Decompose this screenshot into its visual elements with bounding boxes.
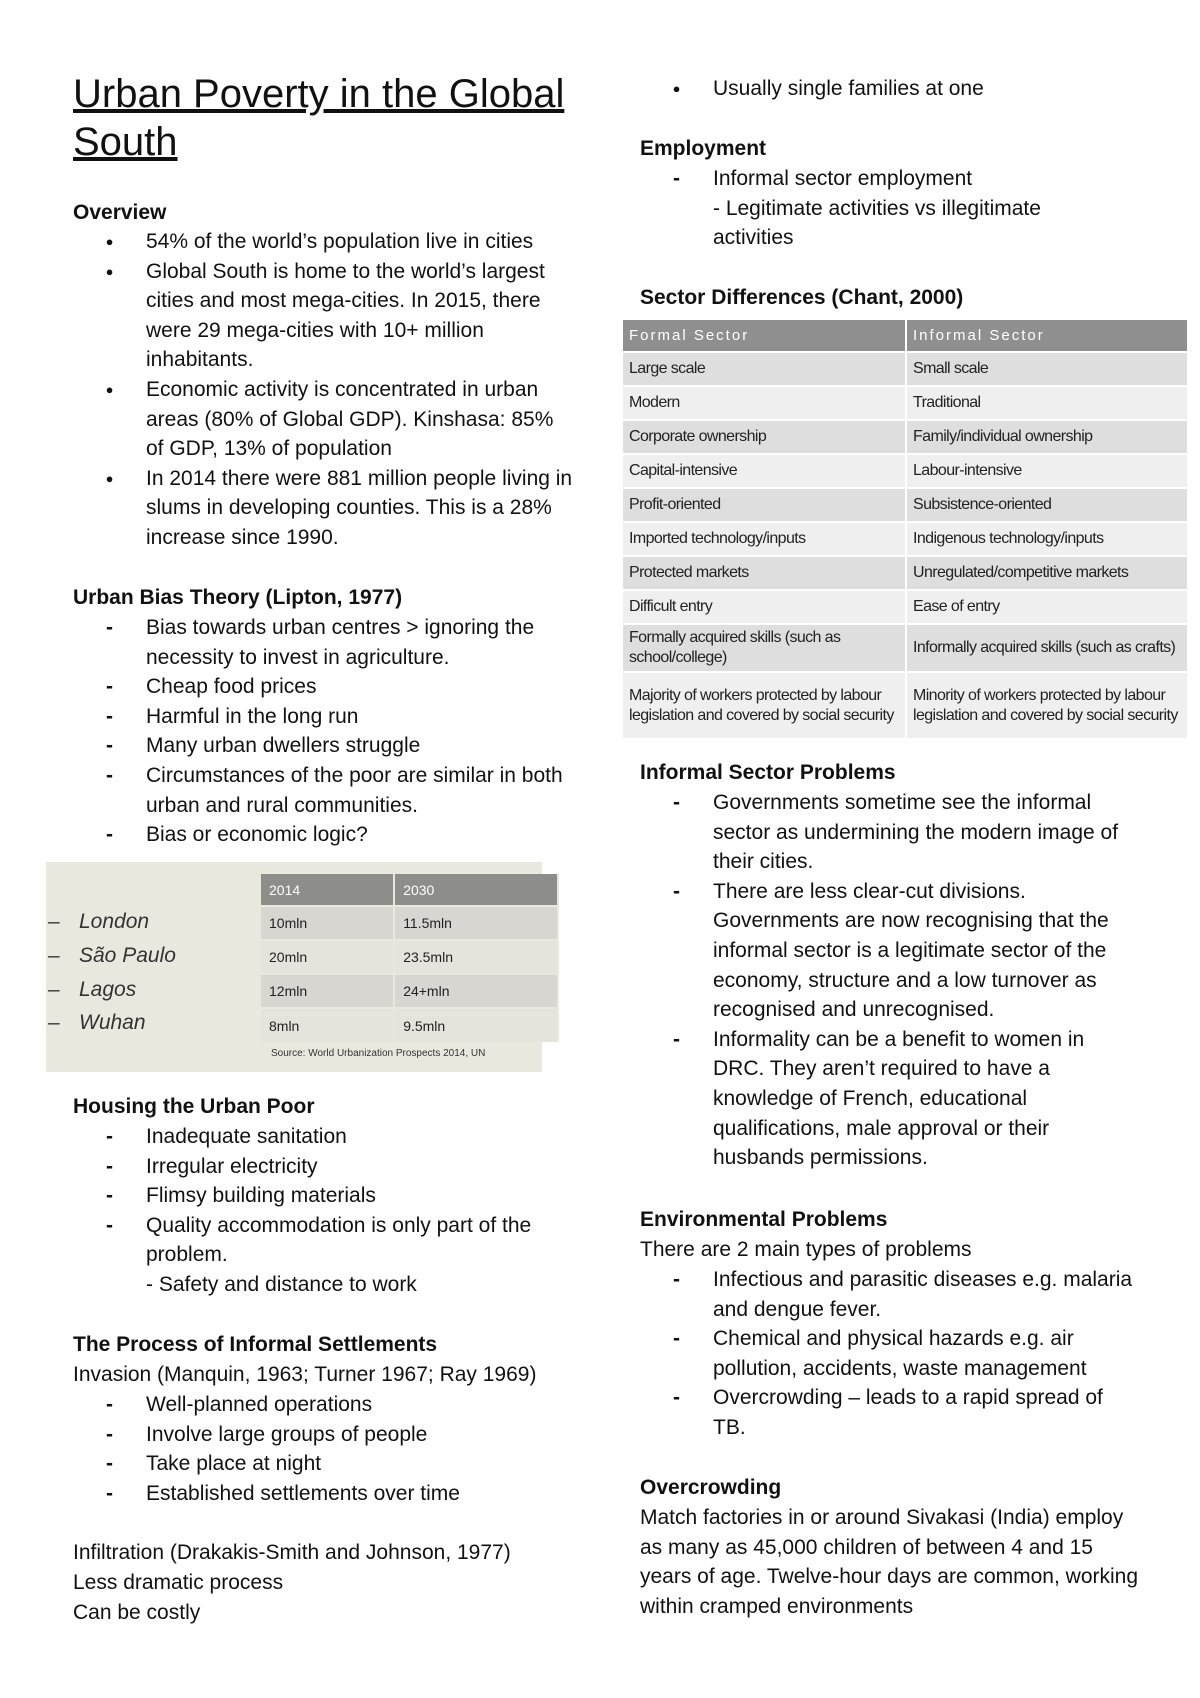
list-item: - Quality accommodation is only part of the problem. - Safety and distance to work bbox=[73, 1211, 573, 1300]
environment-list bbox=[640, 1265, 1140, 1443]
employment-heading: Employment bbox=[640, 137, 767, 160]
table-cell: Subsistence-oriented bbox=[906, 488, 1188, 522]
employment-list bbox=[640, 164, 1100, 253]
table-cell: Ease of entry bbox=[906, 590, 1188, 624]
overview-list bbox=[73, 227, 573, 553]
list-item: ● 54% of the world’s population live in cities bbox=[73, 227, 573, 257]
list-item: - Inadequate sanitation bbox=[73, 1122, 573, 1152]
list-item: - Governments sometime see the informal sector as undermining the modern image of their cities. bbox=[640, 788, 1140, 877]
list-item: - Cheap food prices bbox=[73, 672, 573, 702]
table-cell: Imported technology/inputs bbox=[623, 522, 906, 556]
table-row bbox=[623, 352, 1188, 386]
city-name: – Lagos bbox=[48, 978, 137, 1001]
environment-heading: Environmental Problems bbox=[640, 1208, 888, 1231]
table-cell: 24+mln bbox=[394, 974, 558, 1008]
housing-subline: - Safety and distance to work bbox=[146, 1272, 417, 1296]
list-item: ● In 2014 there were 881 million people living in slums in developing counties. This is a 28% increase since 1990. bbox=[73, 464, 573, 553]
list-item: - Informality can be a benefit to women in DRC. They aren’t required to have a knowledge of French, educational qualifications, male approval or their husbands permissions. bbox=[640, 1025, 1140, 1173]
table-cell: Majority of workers protected by labour legislation and covered by social security bbox=[623, 672, 906, 738]
list-item: - Harmful in the long run bbox=[73, 702, 573, 732]
table-cell: Traditional bbox=[906, 386, 1188, 420]
table-row bbox=[623, 386, 1188, 420]
informal-problems-heading: Informal Sector Problems bbox=[640, 761, 896, 784]
table-cell: Minority of workers protected by labour legislation and covered by social security bbox=[906, 672, 1188, 738]
list-item: - Flimsy building materials bbox=[73, 1181, 573, 1211]
table-row bbox=[623, 590, 1188, 624]
table-cell: Capital-intensive bbox=[623, 454, 906, 488]
table-cell: Indigenous technology/inputs bbox=[906, 522, 1188, 556]
informal-problems-list bbox=[640, 788, 1140, 1173]
informal-process-heading: The Process of Informal Settlements bbox=[73, 1333, 438, 1356]
list-item: - Overcrowding – leads to a rapid spread of TB. bbox=[640, 1383, 1140, 1442]
list-item: - Irregular electricity bbox=[73, 1152, 573, 1182]
housing-list bbox=[73, 1122, 573, 1300]
table-row bbox=[261, 1008, 558, 1042]
table-cell: Modern bbox=[623, 386, 906, 420]
overcrowding-text: Match factories in or around Sivakasi (India) employ as many as 45,000 children of between 4 and 15 years of age. Twelve-hour days are common, working within cramped environments bbox=[640, 1506, 1139, 1618]
column-header: Informal Sector bbox=[906, 320, 1188, 352]
employment-subline: - Legitimate activities vs illegitimate activities bbox=[713, 196, 1041, 250]
table-cell: Labour-intensive bbox=[906, 454, 1188, 488]
table-row bbox=[623, 556, 1188, 590]
table-cell: Informally acquired skills (such as crafts) bbox=[906, 624, 1188, 672]
list-item: - Chemical and physical hazards e.g. air pollution, accidents, waste management bbox=[640, 1324, 1140, 1383]
table-cell: Unregulated/competitive markets bbox=[906, 556, 1188, 590]
table-cell: 20mln bbox=[261, 940, 394, 974]
table-row bbox=[623, 420, 1188, 454]
table-cell: Profit-oriented bbox=[623, 488, 906, 522]
urban-bias-list bbox=[73, 613, 573, 850]
list-item: - Involve large groups of people bbox=[73, 1420, 573, 1450]
city-name: – Wuhan bbox=[48, 1011, 146, 1034]
table-row bbox=[623, 624, 1188, 672]
figure-source: Source: World Urbanization Prospects 2014, UN bbox=[271, 1048, 486, 1059]
list-item: - Bias or economic logic? bbox=[73, 820, 573, 850]
table-row bbox=[261, 906, 558, 940]
invasion-list bbox=[73, 1390, 573, 1508]
list-item: ● Economic activity is concentrated in urban areas (80% of Global GDP). Kinshasa: 85% of GDP, 13% of population bbox=[73, 375, 573, 464]
table-cell: 11.5mln bbox=[394, 906, 558, 940]
city-name: – São Paulo bbox=[48, 944, 176, 967]
table-row bbox=[623, 488, 1188, 522]
table-cell: 9.5mln bbox=[394, 1008, 558, 1042]
table-cell: 12mln bbox=[261, 974, 394, 1008]
list-item: - Informal sector employment - Legitimate activities vs illegitimate activities bbox=[640, 164, 1100, 253]
urban-bias-heading: Urban Bias Theory (Lipton, 1977) bbox=[73, 586, 403, 609]
city-population-table bbox=[261, 874, 559, 1042]
invasion-intro: Invasion (Manquin, 1963; Turner 1967; Ray 1969) bbox=[73, 1363, 537, 1386]
document-title: Urban Poverty in the Global South bbox=[73, 72, 565, 164]
list-item: - Well-planned operations bbox=[73, 1390, 573, 1420]
table-cell: Corporate ownership bbox=[623, 420, 906, 454]
overview-heading: Overview bbox=[73, 201, 167, 224]
table-cell: Small scale bbox=[906, 352, 1188, 386]
city-name: – London bbox=[48, 910, 150, 933]
list-item: - Established settlements over time bbox=[73, 1479, 573, 1509]
list-item: - Many urban dwellers struggle bbox=[73, 731, 573, 761]
top-right-list bbox=[640, 74, 1180, 104]
list-item: - Infectious and parasitic diseases e.g. malaria and dengue fever. bbox=[640, 1265, 1140, 1324]
table-cell: Protected markets bbox=[623, 556, 906, 590]
table-cell: Family/individual ownership bbox=[906, 420, 1188, 454]
table-cell: Difficult entry bbox=[623, 590, 906, 624]
infiltration-line: Can be costly bbox=[73, 1601, 201, 1624]
column-header: 2014 bbox=[261, 874, 394, 906]
list-item: - There are less clear-cut divisions. Governments are now recognising that the informal sector is a legitimate sector of the economy, structure and a low turnover as recognised and unrecognised. bbox=[640, 877, 1140, 1025]
table-cell: Large scale bbox=[623, 352, 906, 386]
column-header: 2030 bbox=[394, 874, 558, 906]
city-population-figure bbox=[46, 862, 542, 1072]
table-cell: 8mln bbox=[261, 1008, 394, 1042]
environment-intro: There are 2 main types of problems bbox=[640, 1238, 972, 1261]
table-row bbox=[623, 522, 1188, 556]
sector-differences-table bbox=[623, 320, 1189, 738]
table-cell: Formally acquired skills (such as school/college) bbox=[623, 624, 906, 672]
list-item: - Take place at night bbox=[73, 1449, 573, 1479]
table-row bbox=[623, 454, 1188, 488]
list-item: ● Global South is home to the world’s largest cities and most mega-cities. In 2015, there were 29 mega-cities with 10+ million inhabitants. bbox=[73, 257, 573, 375]
overcrowding-heading: Overcrowding bbox=[640, 1476, 782, 1499]
infiltration-line: Infiltration (Drakakis-Smith and Johnson, 1977) bbox=[73, 1541, 511, 1564]
table-row bbox=[261, 974, 558, 1008]
column-header: Formal Sector bbox=[623, 320, 906, 352]
table-cell: 23.5mln bbox=[394, 940, 558, 974]
list-item: ● Usually single families at one bbox=[640, 74, 1180, 104]
table-cell: 10mln bbox=[261, 906, 394, 940]
sector-heading: Sector Differences (Chant, 2000) bbox=[640, 286, 964, 309]
table-row bbox=[623, 672, 1188, 738]
list-item: - Circumstances of the poor are similar in both urban and rural communities. bbox=[73, 761, 573, 820]
table-row bbox=[261, 940, 558, 974]
list-item: - Bias towards urban centres > ignoring the necessity to invest in agriculture. bbox=[73, 613, 573, 672]
infiltration-line: Less dramatic process bbox=[73, 1571, 284, 1594]
housing-heading: Housing the Urban Poor bbox=[73, 1095, 315, 1118]
